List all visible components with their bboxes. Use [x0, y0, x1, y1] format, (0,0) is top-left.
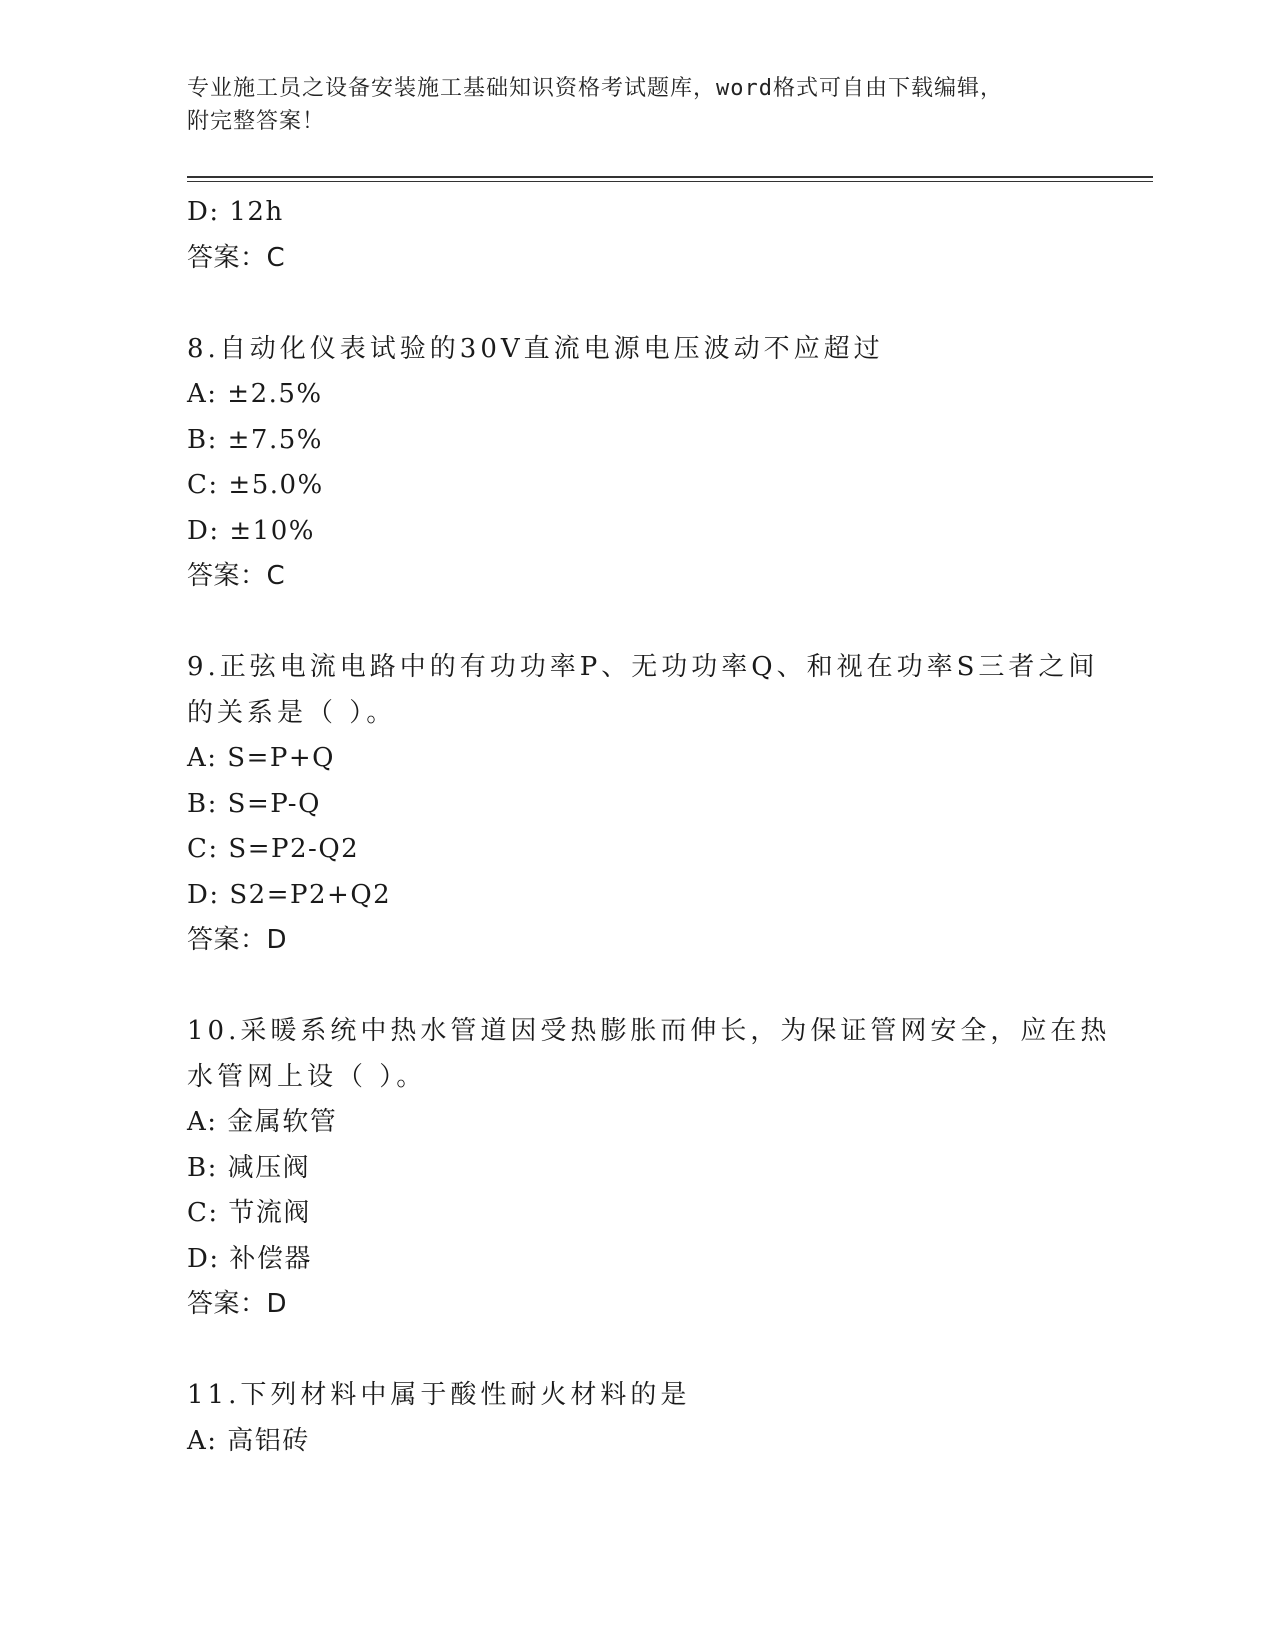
question-content	[187, 190, 1111, 1464]
question-9-option-d: D: S2=P2+Q2	[187, 879, 392, 910]
header-divider	[187, 176, 1153, 182]
question-10-option-d: D: 补偿器	[187, 1243, 312, 1274]
question-8-option-b: B: ±7.5%	[187, 424, 323, 455]
header-line-1: 专业施工员之设备安装施工基础知识资格考试题库，word格式可自由下载编辑，	[187, 76, 1003, 101]
question-10-answer: 答案：D	[187, 1289, 288, 1319]
question-10-option-a: A: 金属软管	[187, 1107, 338, 1137]
question-stem-line: 8.自动化仪表试验的30V直流电源电压波动不应超过	[187, 333, 884, 364]
question-8-answer: 答案：C	[187, 561, 286, 591]
question-8-option-c: C: ±5.0%	[187, 470, 324, 500]
spacer	[187, 600, 1087, 646]
document-header	[187, 72, 1087, 138]
question-stem-line: 10.采暖系统中热水管道因受热膨胀而伸长，为保证管网安全，应在热	[187, 1016, 1111, 1046]
question-9-option-c: C: S=P2-Q2	[187, 834, 360, 864]
header-line-2: 附完整答案！	[187, 109, 326, 134]
question-9-stem	[187, 645, 1099, 736]
prev-option-d: D: 12h	[187, 197, 284, 227]
question-8-option-d: D: ±10%	[187, 515, 315, 546]
question-stem-line: 的关系是（ ）。	[187, 697, 397, 728]
question-9-answer: 答案：D	[187, 925, 288, 955]
question-11-option-a: A: 高铝砖	[187, 1425, 310, 1456]
prev-answer: 答案：C	[187, 242, 286, 273]
question-stem-line: 9.正弦电流电路中的有功功率P、无功功率Q、和视在功率S三者之间	[187, 652, 1099, 682]
spacer	[187, 281, 1087, 327]
question-8-option-a: A: ±2.5%	[187, 379, 323, 409]
spacer	[187, 1328, 1087, 1374]
question-10-stem	[187, 1009, 1111, 1100]
question-8-stem	[187, 327, 1087, 373]
question-stem-line: 水管网上设（ ）。	[187, 1061, 427, 1092]
question-10-option-b: B: 减压阀	[187, 1152, 311, 1183]
question-stem-line: 11.下列材料中属于酸性耐火材料的是	[187, 1380, 691, 1410]
question-10-option-c: C: 节流阀	[187, 1198, 311, 1228]
spacer	[187, 964, 1087, 1010]
question-9-option-a: A: S=P+Q	[187, 743, 335, 773]
question-9-option-b: B: S=P-Q	[187, 788, 321, 819]
question-11-stem	[187, 1373, 1087, 1419]
